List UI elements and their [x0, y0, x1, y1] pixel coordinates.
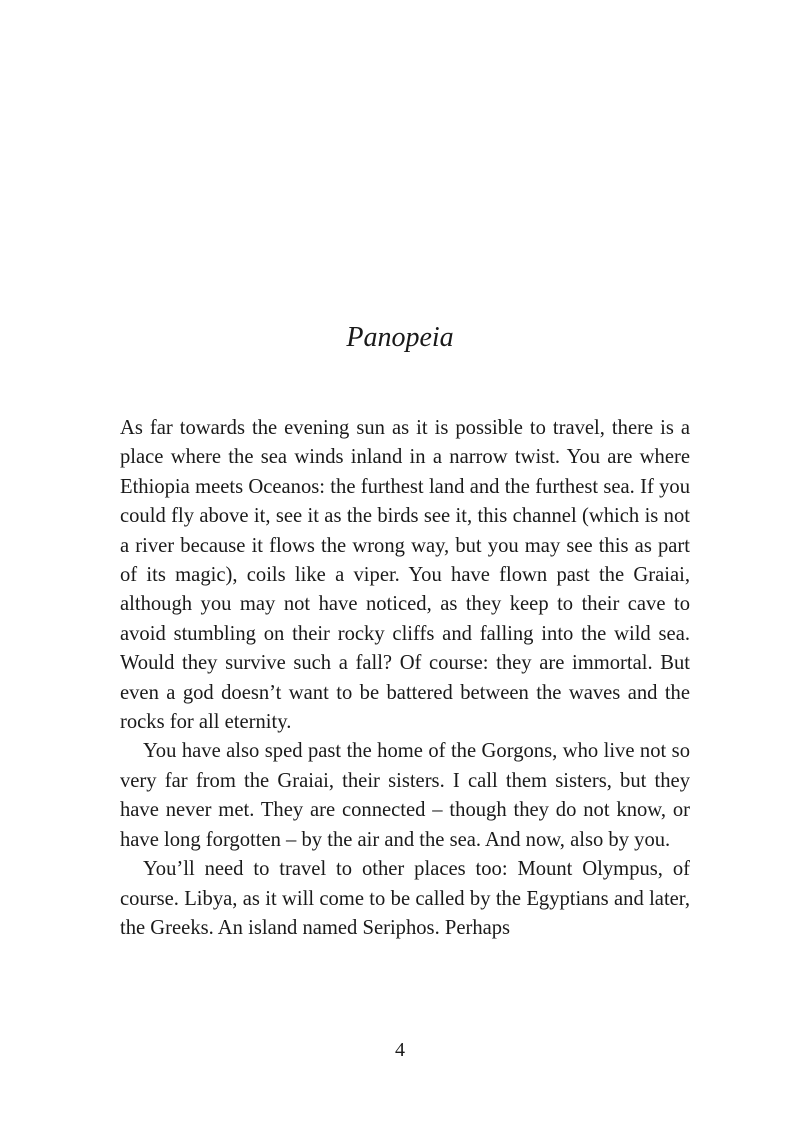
paragraph: You’ll need to travel to other places too: Mount Olympus, of course. Libya, as it will come to be called by the Egyptians and later, the Greeks. An island named Seriphos. Perhaps — [120, 858, 690, 939]
page-number: 4 — [395, 1039, 405, 1061]
chapter-title: Panopeia — [346, 322, 454, 353]
paragraph: As far towards the evening sun as it is possible to travel, there is a place where the sea winds inland in a narrow twist. You are where Ethiopia meets Oceanos: the furthest land and the furthest sea. If you could fly above it, see it as the birds see it, this channel (which is not a river because it flows the wrong way, but you may see this as part of its magic), coils like a viper. You have flown past the Graiai, although you may not have noticed, as they keep to their cave to avoid stumbling on their rocky cliffs and falling into the wild sea. Would they survive such a fall? Of course: they are immortal. But even a god doesn’t want to be battered between the waves and the rocks for all eternity. — [120, 417, 690, 734]
paragraph: You have also sped past the home of the Gorgons, who live not so very far from the Graiai, their sisters. I call them sisters, but they have never met. They are connected – though they do not know, or have long forgotten – by the air and the sea. And now, also by you. — [120, 740, 690, 851]
body-text — [120, 414, 690, 943]
